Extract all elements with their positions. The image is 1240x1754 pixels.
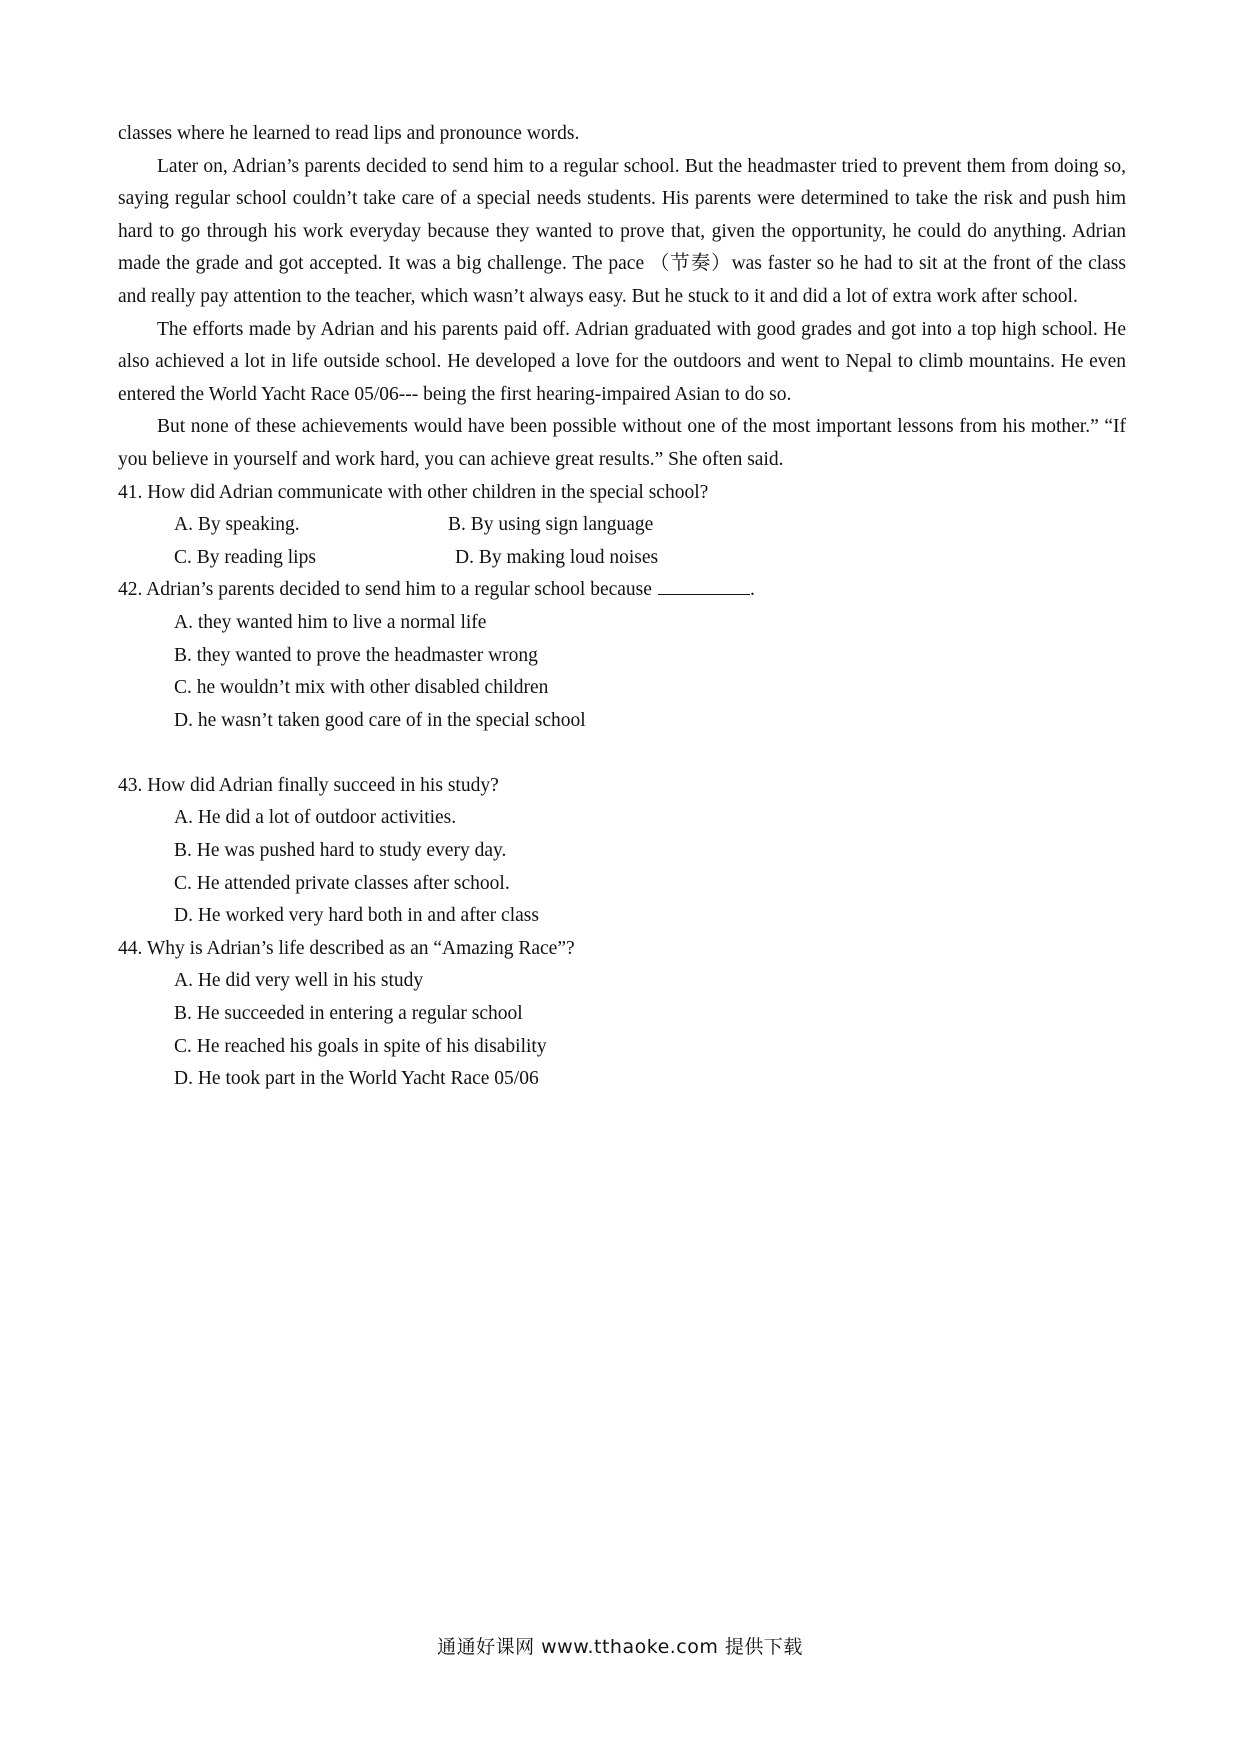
passage-paragraph-4: But none of these achievements would have been possible without one of the most important lessons from his mother.” “If you believe in yourself and work hard, you can achieve great results.” She often said. bbox=[118, 416, 1126, 470]
page-footer: 通通好课网 www.tthaoke.com 提供下载 bbox=[437, 1636, 803, 1658]
question-42-option-a: A. they wanted him to live a normal life bbox=[174, 611, 487, 633]
question-44-option-c: C. He reached his goals in spite of his disability bbox=[174, 1035, 547, 1057]
question-41-option-c: C. By reading lips bbox=[174, 546, 316, 568]
question-43-option-d: D. He worked very hard both in and after class bbox=[174, 905, 539, 927]
question-41-options-row-2 bbox=[118, 542, 1126, 575]
document-page bbox=[118, 118, 1126, 1096]
blank-line-spacer bbox=[118, 737, 1126, 770]
question-41-option-d: D. By making loud noises bbox=[455, 546, 659, 568]
question-41-stem: 41. How did Adrian communicate with other children in the special school? bbox=[118, 481, 709, 503]
question-43-option-c: C. He attended private classes after school. bbox=[174, 872, 510, 894]
question-42-option-c: C. he wouldn’t mix with other disabled children bbox=[174, 677, 549, 699]
question-42-stem: 42. Adrian’s parents decided to send him to a regular school because bbox=[118, 579, 652, 601]
question-42-stem-line bbox=[118, 574, 1126, 607]
question-41-option-b: B. By using sign language bbox=[448, 514, 654, 536]
question-42-stem-end: . bbox=[749, 579, 755, 601]
question-41-option-a: A. By speaking. bbox=[174, 514, 300, 536]
question-43-option-a: A. He did a lot of outdoor activities. bbox=[174, 807, 457, 829]
question-41-options-row-1 bbox=[118, 509, 1126, 542]
question-42-option-d: D. he wasn’t taken good care of in the special school bbox=[174, 709, 586, 731]
passage-paragraph-2: Later on, Adrian’s parents decided to send him to a regular school. But the headmaster tried to prevent them from doing so, saying regular school couldn’t take care of a special needs students. His parents were determined to take the risk and push him hard to go through his work everyday because they wanted to prove that, given the opportunity, he could do anything. Adrian made the grade and got accepted. It was a big challenge. The pace （节奏）was faster so he had to sit at the front of the class and really pay attention to the teacher, which wasn’t always easy. But he stuck to it and did a lot of extra work after school. bbox=[118, 155, 1126, 307]
question-44-option-b: B. He succeeded in entering a regular school bbox=[174, 1003, 523, 1025]
question-42-option-b: B. they wanted to prove the headmaster wrong bbox=[174, 644, 538, 666]
passage-paragraph-3: The efforts made by Adrian and his parents paid off. Adrian graduated with good grades and got into a top high school. He also achieved a lot in life outside school. He developed a love for the outdoors and went to Nepal to climb mountains. He even entered the World Yacht Race 05/06--- being the first hearing-impaired Asian to do so. bbox=[118, 318, 1126, 405]
question-43-option-b: B. He was pushed hard to study every day. bbox=[174, 840, 507, 862]
question-43-stem: 43. How did Adrian finally succeed in his study? bbox=[118, 774, 499, 796]
answer-blank bbox=[658, 574, 750, 595]
question-44-stem: 44. Why is Adrian’s life described as an “Amazing Race”? bbox=[118, 937, 575, 959]
question-44-option-a: A. He did very well in his study bbox=[174, 970, 424, 992]
question-44-option-d: D. He took part in the World Yacht Race 05/06 bbox=[174, 1068, 539, 1090]
passage-paragraph-continued: classes where he learned to read lips and pronounce words. bbox=[118, 123, 580, 144]
